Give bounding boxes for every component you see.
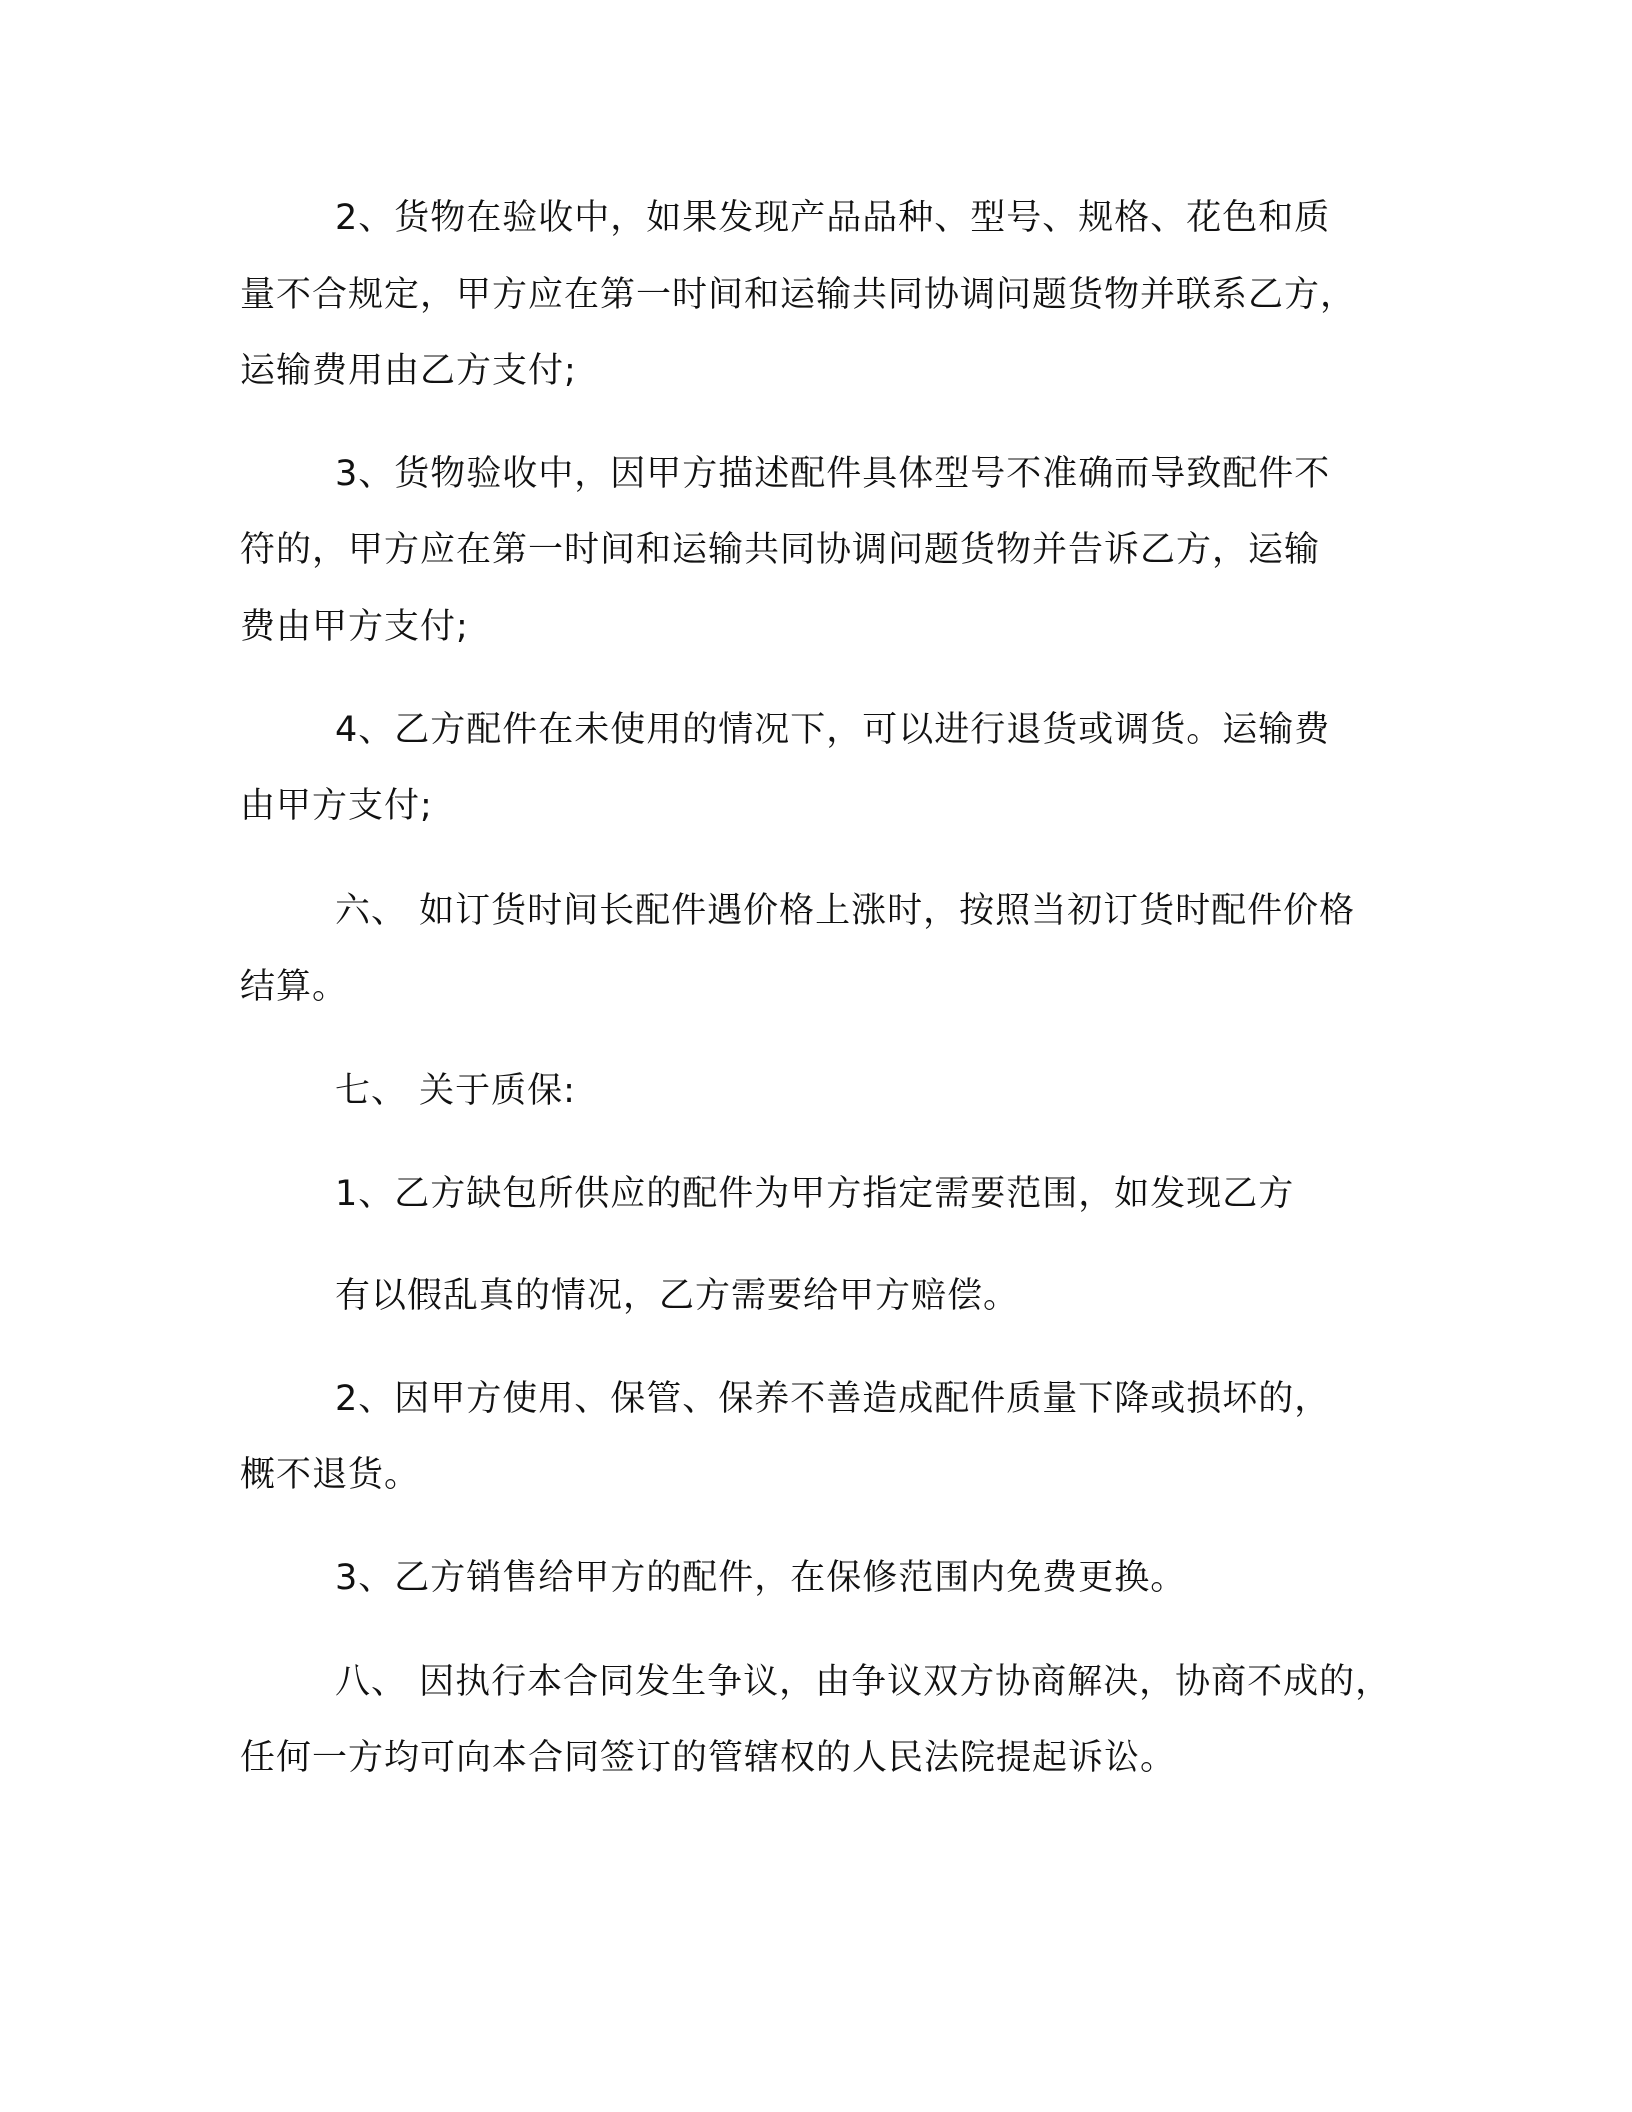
clause-warranty-3-line-1: 3、乙方销售给甲方的配件，在保修范围内免费更换。 — [335, 1558, 1187, 1598]
clause-warranty-2-line-2: 概不退货。 — [240, 1455, 421, 1495]
clause-8-line-2: 任何一方均可向本合同签订的管辖权的人民法院提起诉讼。 — [240, 1738, 1177, 1778]
clause-goods-2-line-1: 2、货物在验收中，如果发现产品品种、型号、规格、花色和质 — [335, 198, 1331, 238]
clause-6-line-1: 六、 如订货时间长配件遇价格上涨时，按照当初订货时配件价格 — [335, 891, 1356, 931]
clause-6-line-2: 结算。 — [240, 967, 349, 1007]
clause-warranty-1-line-1: 1、乙方缺包所供应的配件为甲方指定需要范围，如发现乙方 — [335, 1174, 1295, 1214]
clause-warranty-1-line-2: 有以假乱真的情况，乙方需要给甲方赔偿。 — [335, 1276, 1020, 1316]
clause-goods-3-line-1: 3、货物验收中，因甲方描述配件具体型号不准确而导致配件不 — [335, 454, 1331, 494]
clause-goods-4-line-1: 4、乙方配件在未使用的情况下，可以进行退货或调货。运输费 — [335, 710, 1331, 750]
clause-goods-2-line-3: 运输费用由乙方支付; — [240, 351, 577, 391]
clause-7-heading: 七、 关于质保: — [335, 1071, 576, 1111]
clause-goods-4-line-2: 由甲方支付; — [240, 786, 433, 826]
clause-goods-3-line-2: 符的，甲方应在第一时间和运输共同协调问题货物并告诉乙方，运输 — [240, 530, 1321, 570]
clause-goods-3-line-3: 费由甲方支付; — [240, 607, 469, 647]
clause-goods-2-line-2: 量不合规定，甲方应在第一时间和运输共同协调问题货物并联系乙方， — [240, 275, 1357, 315]
clause-8-line-1: 八、 因执行本合同发生争议，由争议双方协商解决，协商不成的， — [335, 1662, 1392, 1702]
clause-warranty-2-line-1: 2、因甲方使用、保管、保养不善造成配件质量下降或损坏的， — [335, 1379, 1331, 1419]
